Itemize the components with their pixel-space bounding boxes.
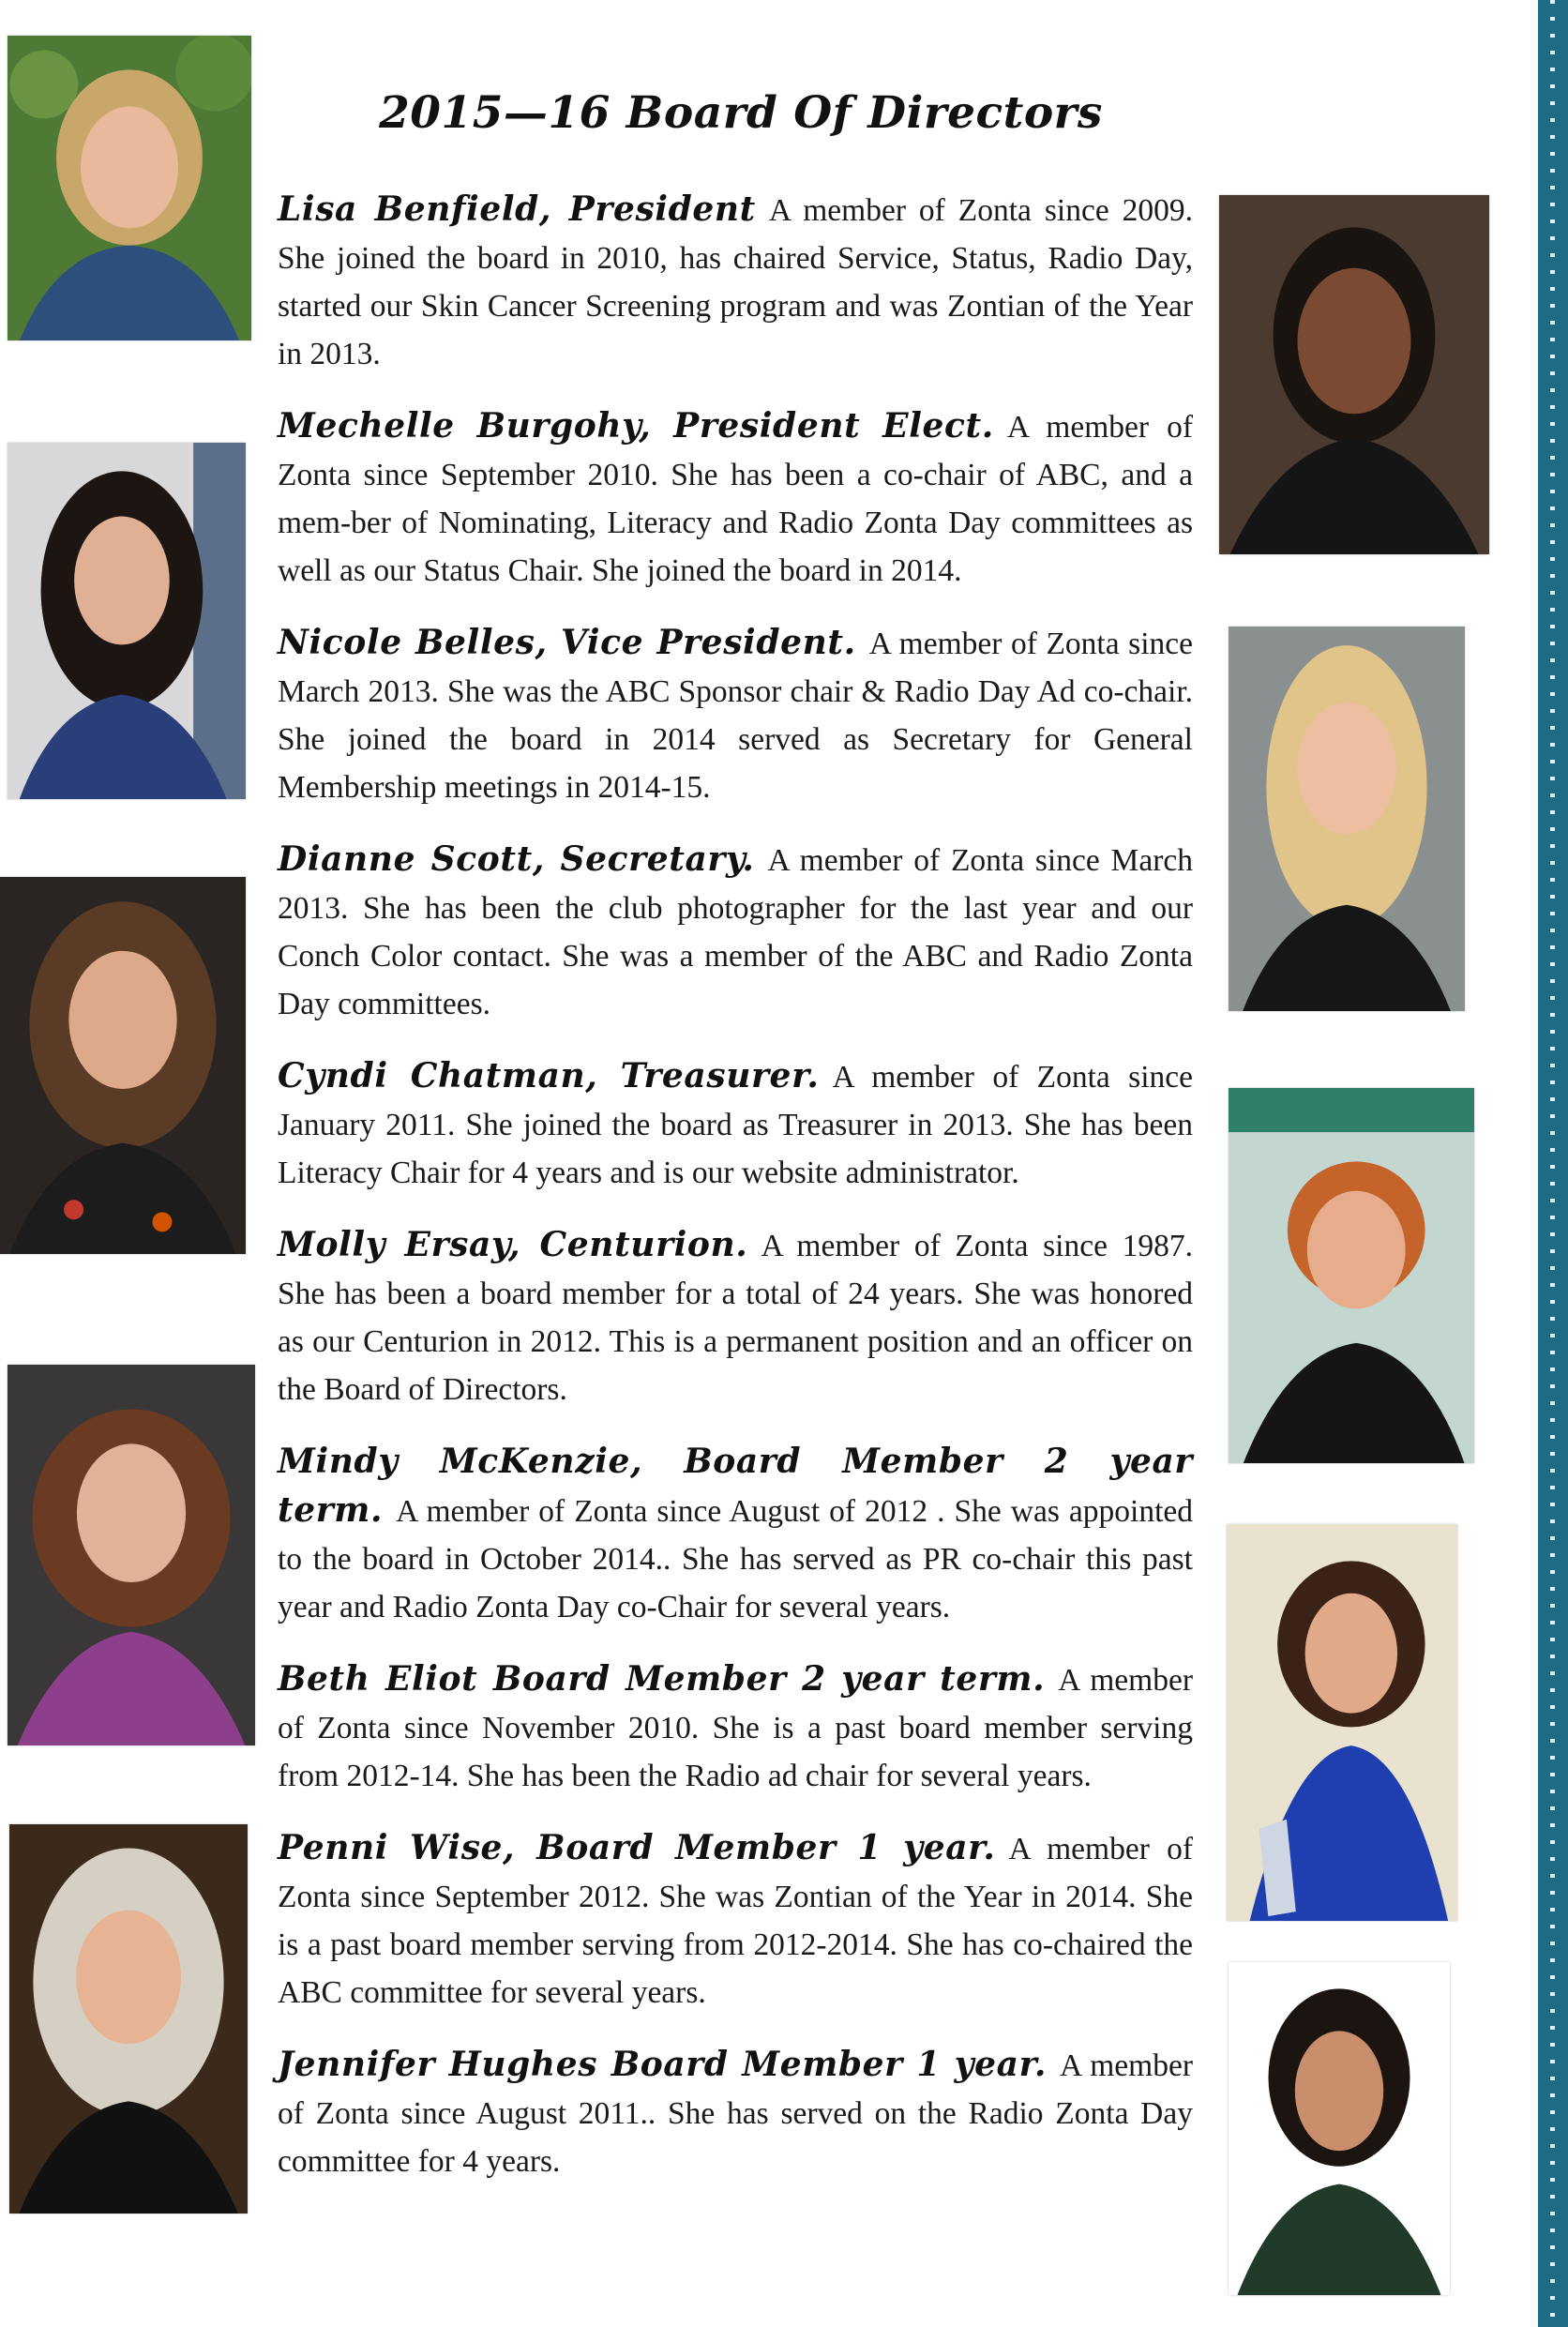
member-name: Mindy McKenzie, Board Member 2 year term. bbox=[278, 1442, 1193, 1530]
photo-jennifer-hughes bbox=[1229, 1962, 1450, 2295]
member-name: Beth Eliot Board Member 2 year term. bbox=[278, 1659, 1046, 1699]
member-name: Molly Ersay, Centurion. bbox=[278, 1225, 748, 1264]
member-name: Penni Wise, Board Member 1 year. bbox=[278, 1828, 996, 1867]
member-bio: A member of Zonta since 1987. She has been a board member for a total of 24 years. She was honored as our Centurion in 2012. This is a permanent position and an officer on the Board of Directors. bbox=[278, 1229, 1193, 1407]
page-border-decorative bbox=[1538, 0, 1568, 2327]
photo-dianne-scott bbox=[0, 877, 246, 1254]
photo-penni-wise bbox=[9, 1824, 248, 2214]
member-entry bbox=[278, 1221, 1193, 1413]
photo-lisa-benfield bbox=[8, 36, 251, 340]
page-border-inner bbox=[1530, 0, 1538, 2327]
member-entry bbox=[278, 1655, 1193, 1800]
member-name: Lisa Benfield, President bbox=[278, 189, 756, 229]
member-bio: A member of Zonta since September 2012. She was Zontian of the Year in 2014. She is a past board member serving from 2012-2014. She has co-chaired the ABC committee for several years. bbox=[278, 1832, 1193, 2010]
member-name: Nicole Belles, Vice President. bbox=[278, 623, 856, 662]
board-member-list bbox=[278, 186, 1193, 2185]
member-bio: A member of Zonta since August of 2012 . She was appointed to the board in October 2014.. She has served as PR co-chair this past year and Radio Zonta Day co-Chair for several years. bbox=[278, 1494, 1193, 1624]
member-entry bbox=[278, 1052, 1193, 1197]
member-entry bbox=[278, 1438, 1193, 1631]
photo-mindy-mckenzie bbox=[8, 1365, 255, 1745]
member-name: Cyndi Chatman, Treasurer. bbox=[278, 1056, 820, 1096]
member-bio: A member of Zonta since November 2010. She is a past board member serving from 2012-14. She has been the Radio ad chair for several years. bbox=[278, 1663, 1193, 1793]
member-bio: A member of Zonta since 2009. She joined the board in 2010, has chaired Service, Status, Radio Day, started our Skin Cancer Screening program and was Zontian of the Year in 2013. bbox=[278, 193, 1194, 371]
member-bio: A member of Zonta since August 2011.. She has served on the Radio Zonta Day committee for 4 years. bbox=[278, 2048, 1193, 2179]
member-bio: A member of Zonta since March 2013. She has been the club photographer for the last year and our Conch Color contact. She was a member of the ABC and Radio Zonta Day committees. bbox=[278, 843, 1193, 1021]
member-bio: A member of Zonta since January 2011. She joined the board as Treasurer in 2013. She has been Literacy Chair for 4 years and is our website administrator. bbox=[278, 1060, 1193, 1190]
member-entry bbox=[278, 402, 1193, 595]
member-entry bbox=[278, 186, 1193, 378]
photo-nicole-belles-2 bbox=[1229, 627, 1465, 1011]
member-entry bbox=[278, 619, 1193, 811]
photo-mechelle-burgohy bbox=[8, 443, 246, 799]
member-entry bbox=[278, 2041, 1193, 2185]
member-name: Dianne Scott, Secretary. bbox=[278, 839, 755, 879]
member-bio: A member of Zonta since September 2010. She has been a co-chair of ABC, and a mem-ber of Nominating, Literacy and Radio Zonta Day committees as well as our Status Chair. She joined the board in 2014. bbox=[278, 410, 1193, 588]
photo-molly-ersay bbox=[1227, 1524, 1457, 1921]
photo-cyndi-chatman bbox=[1229, 1088, 1474, 1463]
member-entry bbox=[278, 836, 1193, 1028]
photo-nicole-belles bbox=[1219, 195, 1489, 554]
page-title: 2015—16 Board Of Directors bbox=[379, 87, 1103, 140]
member-bio: A member of Zonta since March 2013. She was the ABC Sponsor chair & Radio Day Ad co-chair. She joined the board in 2014 served as Secretary for General Membership meetings in 2014-15. bbox=[278, 627, 1193, 805]
member-name: Jennifer Hughes Board Member 1 year. bbox=[278, 2045, 1048, 2084]
member-entry bbox=[278, 1824, 1193, 2017]
member-name: Mechelle Burgohy, President Elect. bbox=[278, 406, 994, 446]
